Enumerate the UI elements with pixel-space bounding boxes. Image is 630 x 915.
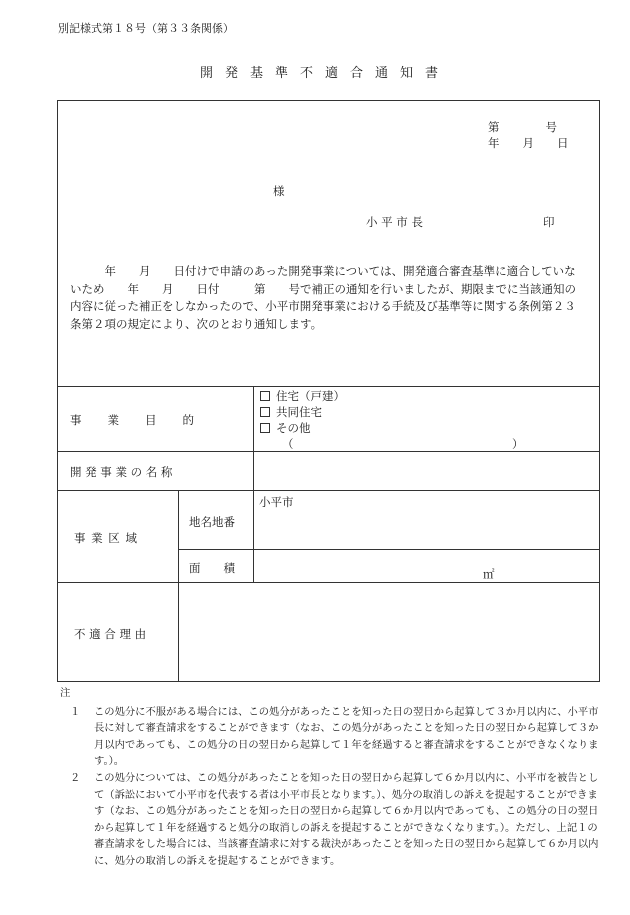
- notes-section: [60, 685, 605, 870]
- checkbox-icon[interactable]: [260, 391, 270, 401]
- document-date-field: 年 月 日: [488, 136, 569, 150]
- note-number: １: [70, 705, 81, 718]
- purpose-option-label: 共同住宅: [276, 405, 322, 419]
- nonconformity-reason-label: 不 適 合 理 由: [74, 627, 147, 641]
- purpose-option-house[interactable]: [260, 388, 345, 404]
- area-size-label: 面 積: [189, 561, 235, 575]
- divider: [178, 549, 600, 550]
- document-title: 開発基準不適合通知書: [199, 66, 450, 81]
- seal-mark: 印: [543, 215, 555, 229]
- issuer-name: 小 平 市 長: [366, 215, 423, 229]
- project-area-label: 事 業 区 域: [74, 531, 138, 545]
- address-label: 地名地番: [189, 515, 235, 529]
- purpose-other-field[interactable]: （ ）: [282, 437, 524, 451]
- notice-body-text: 年 月 日付けで申請のあった開発事業については、開発適合審査基準に適合していないため 年 月 日付 第 号で補正の通知を行いましたが、期限までに当該通知の内容に従った補正をしなかったので、小平市開発事業における手続及び基準等に関する条例第２３条第２項の規定により、次のとおり通知します。: [70, 264, 576, 331]
- checkbox-icon[interactable]: [260, 407, 270, 417]
- note-item: [60, 704, 605, 770]
- area-unit: ㎡: [483, 567, 495, 581]
- checkbox-icon[interactable]: [260, 423, 270, 433]
- purpose-label: 事 業 目 的: [70, 413, 195, 427]
- note-text: この処分に不服がある場合には、この処分があったことを知った日の翌日から起算して３か月以内に、小平市長に対して審査請求をすることができます（なお、この処分があったことを知った日の翌日から起算して３か月以内であっても、この処分の日の翌日から起算して１年を経過すると審査請求をすることができなくなります。）。: [94, 705, 599, 768]
- nonconformity-reason-field[interactable]: [179, 583, 599, 681]
- purpose-option-apartment[interactable]: [260, 404, 322, 420]
- notes-heading: 注: [60, 687, 71, 699]
- note-number: ２: [70, 771, 81, 784]
- purpose-option-label: 住宅（戸建）: [276, 389, 345, 403]
- document-number-field: 第 号: [488, 120, 557, 134]
- purpose-option-label: その他: [276, 421, 311, 435]
- address-field[interactable]: 小平市: [259, 495, 294, 509]
- form-number-label: 別記様式第１８号（第３３条関係）: [58, 22, 234, 35]
- project-name-label: 開 発 事 業 の 名 称: [70, 465, 173, 479]
- note-text: この処分については、この処分があったことを知った日の翌日から起算して６か月以内に、小平市を被告として（訴訟において小平市を代表する者は小平市長となります。）、処分の取消しの訴えを提起することができます（なお、この処分があったことを知った日の翌日から起算して６か月以内であっても、この処分の日の翌日から起算して１年を経過すると処分の取消しの訴えを提起することができなくなります。）。ただし、上記１の審査請求をした場合には、当該審査請求に対する裁決があったことを知った日の翌日から起算して６か月以内に、処分の取消しの訴えを提起することができます。: [94, 771, 599, 867]
- divider: [57, 490, 600, 491]
- note-item: [60, 770, 605, 870]
- divider: [57, 386, 600, 387]
- purpose-option-other[interactable]: [260, 420, 311, 436]
- addressee-suffix: 様: [273, 184, 285, 198]
- project-name-field[interactable]: [254, 452, 599, 489]
